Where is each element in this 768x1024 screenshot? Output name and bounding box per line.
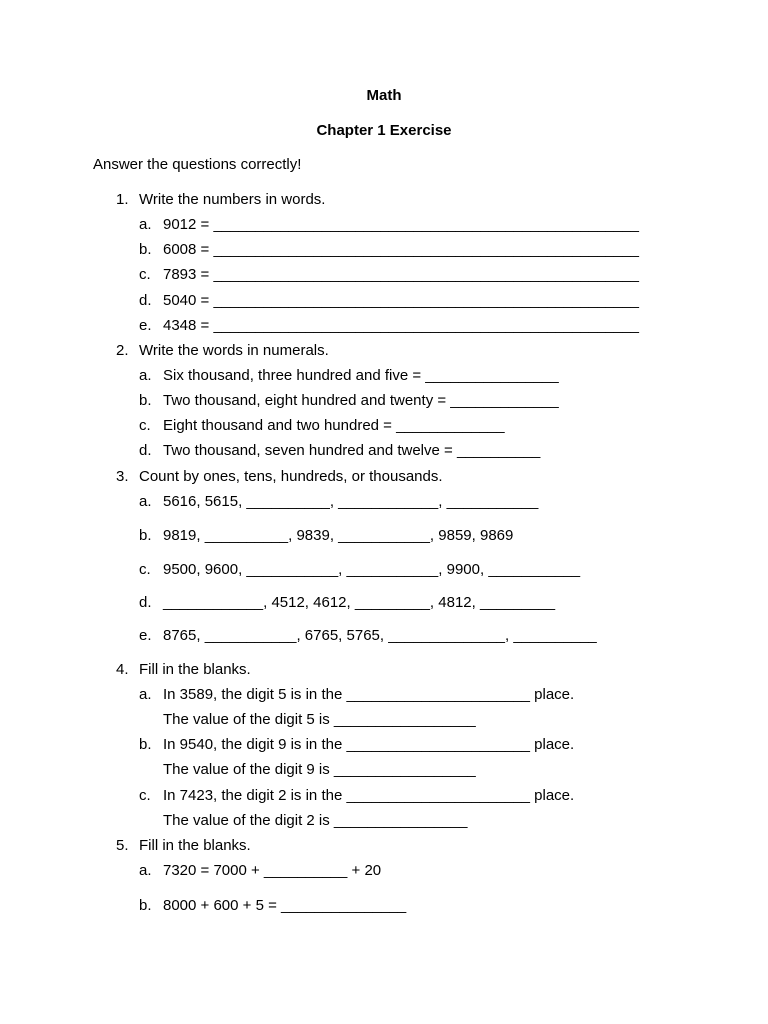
item-letter: a. [139,686,152,703]
question-text: Fill in the blanks. [139,837,251,854]
item-text: 9819, __________, 9839, ___________, 9859, 9869 [163,527,514,544]
item-letter: b. [139,527,152,544]
question-text: Count by ones, tens, hundreds, or thousands. [139,468,443,485]
item-letter: e. [139,317,152,334]
item-letter: a. [139,862,152,879]
item-letter: c. [139,561,151,578]
item-text: Eight thousand and two hundred = _____________ [163,417,505,434]
item-letter: a. [139,367,152,384]
item-text: Two thousand, seven hundred and twelve = __________ [163,442,541,459]
item-text: Six thousand, three hundred and five = ________________ [163,367,559,384]
item-text: In 7423, the digit 2 is in the ______________________ place. [163,787,575,804]
item-letter: b. [139,241,152,258]
item-letter: b. [139,392,152,409]
question-text: Fill in the blanks. [139,661,251,678]
item-text: 5040 = ___________________________________________________ [163,292,639,309]
item-text: 7893 = ___________________________________________________ [163,266,639,283]
item-text: 8000 + 600 + 5 = _______________ [163,897,407,914]
question-number: 4. [116,661,129,678]
item-letter: d. [139,594,152,611]
item-text: 9012 = ___________________________________________________ [163,216,639,233]
chapter-title: Chapter 1 Exercise [316,122,452,139]
question-text: Write the numbers in words. [139,191,326,208]
item-text: 8765, ___________, 6765, 5765, ______________, __________ [163,627,597,644]
item-letter: c. [139,417,151,434]
item-letter: a. [139,216,152,233]
item-text: ____________, 4512, 4612, _________, 4812, _________ [163,594,556,611]
item-letter: c. [139,787,151,804]
item-letter: d. [139,292,152,309]
item-text: 7320 = 7000 + __________ + 20 [163,862,382,879]
question-number: 3. [116,468,129,485]
item-text: 4348 = ___________________________________________________ [163,317,639,334]
question-text: Write the words in numerals. [139,342,329,359]
item-text: In 9540, the digit 9 is in the ______________________ place. [163,736,575,753]
item-text: 6008 = ___________________________________________________ [163,241,639,258]
item-text-continued: The value of the digit 9 is _________________ [163,761,476,778]
item-text-continued: The value of the digit 2 is ________________ [163,812,468,829]
instructions: Answer the questions correctly! [93,156,302,173]
item-letter: b. [139,736,152,753]
item-text: In 3589, the digit 5 is in the ______________________ place. [163,686,575,703]
page-title: Math [366,87,402,104]
item-letter: d. [139,442,152,459]
item-letter: c. [139,266,151,283]
question-number: 1. [116,191,129,208]
question-number: 2. [116,342,129,359]
item-letter: a. [139,493,152,510]
item-letter: b. [139,897,152,914]
item-letter: e. [139,627,152,644]
item-text: Two thousand, eight hundred and twenty = _____________ [163,392,559,409]
item-text-continued: The value of the digit 5 is _________________ [163,711,476,728]
item-text: 5616, 5615, __________, ____________, ___________ [163,493,539,510]
item-text: 9500, 9600, ___________, ___________, 9900, ___________ [163,561,581,578]
question-number: 5. [116,837,129,854]
